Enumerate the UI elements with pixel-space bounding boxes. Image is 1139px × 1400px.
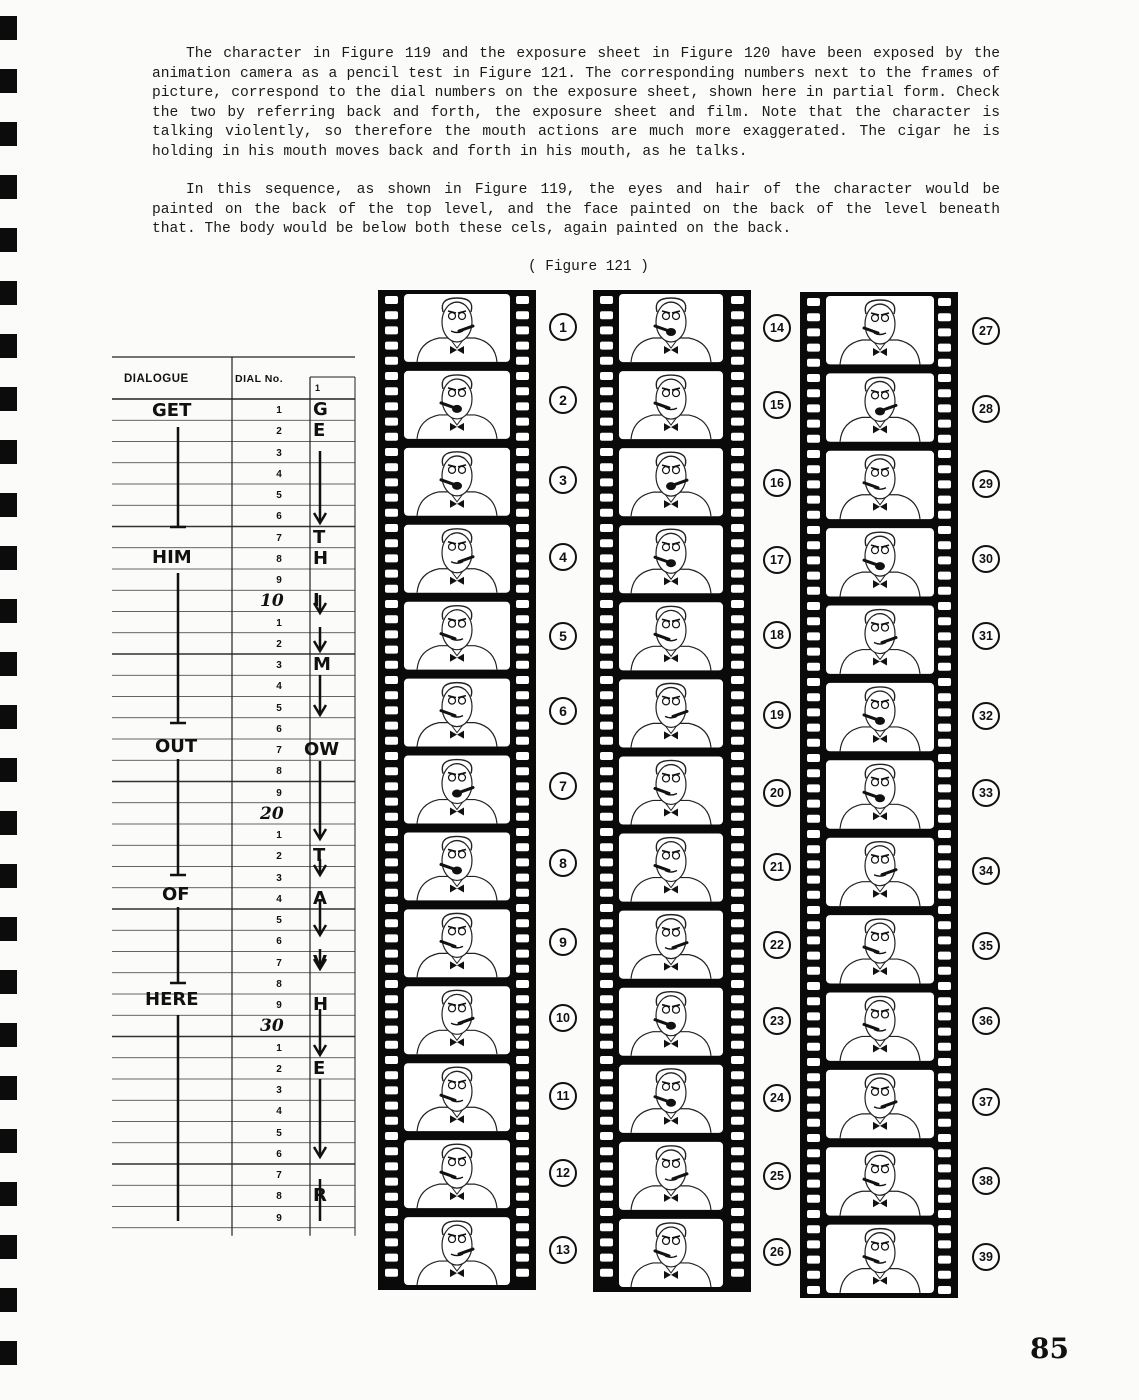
film-frame	[826, 838, 934, 906]
film-frame	[826, 760, 934, 828]
dial-number: 4	[276, 681, 282, 693]
film-frame	[404, 294, 510, 362]
dial-number: 3	[276, 1085, 282, 1096]
frame-number: 10	[549, 1004, 577, 1032]
page-number: 85	[1030, 1332, 1069, 1365]
level-column-header: 1	[315, 383, 321, 393]
film-frame	[826, 373, 934, 441]
dial-number: 5	[276, 915, 282, 926]
film-frame	[404, 756, 510, 824]
frame-number: 13	[549, 1236, 577, 1264]
dial-number: 7	[276, 957, 282, 969]
film-frame	[619, 1219, 723, 1287]
film-frame	[619, 1065, 723, 1133]
frame-number: 22	[763, 931, 791, 959]
film-frame	[619, 1142, 723, 1210]
phonetic-label: V	[313, 951, 327, 973]
film-frame	[826, 683, 934, 751]
dial-number: 9	[276, 1212, 282, 1224]
phonetic-label: A	[313, 887, 327, 909]
frame-number: 23	[763, 1007, 791, 1035]
film-frame	[826, 606, 934, 674]
film-strip	[800, 292, 958, 1298]
dial-number: 4	[276, 893, 282, 905]
dialogue-word-get: GET	[152, 400, 192, 421]
frame-number: 33	[972, 779, 1000, 807]
dial-number: 8	[276, 766, 282, 778]
frame-number: 7	[549, 772, 577, 800]
film-frame	[404, 679, 510, 747]
dial-number: 6	[276, 936, 282, 948]
frame-number: 27	[972, 317, 1000, 345]
dial-number: 8	[276, 1191, 282, 1203]
dial-column-header: DIAL No.	[235, 373, 284, 385]
film-frame	[619, 756, 723, 824]
phonetic-label: R	[313, 1185, 327, 1207]
phonetic-label: H	[313, 994, 329, 1015]
film-frame	[619, 448, 723, 516]
frame-number: 26	[763, 1238, 791, 1266]
film-frame	[404, 602, 510, 670]
phonetic-label: I	[313, 590, 320, 612]
dial-number: 9	[276, 787, 282, 799]
dial-number: 2	[276, 851, 282, 863]
film-frame	[404, 448, 510, 516]
frame-number: 5	[549, 622, 577, 650]
phonetic-label: H	[313, 547, 329, 569]
film-frame	[619, 294, 723, 362]
phonetic-label: T	[313, 526, 326, 548]
film-frame	[404, 986, 510, 1054]
dialogue-word-him: HIM	[152, 547, 192, 568]
dial-number: 6	[276, 723, 282, 735]
film-frame	[619, 525, 723, 593]
frame-number: 25	[763, 1162, 791, 1190]
dial-number: 30	[260, 1016, 284, 1037]
film-frame	[826, 992, 934, 1060]
frame-number: 19	[763, 701, 791, 729]
frame-number: 36	[972, 1007, 1000, 1035]
dial-number: 7	[276, 532, 282, 544]
dial-number: 5	[276, 702, 282, 714]
frame-number: 38	[972, 1167, 1000, 1195]
dial-number: 8	[276, 553, 282, 565]
film-frame	[404, 909, 510, 977]
frame-number: 1	[549, 313, 577, 341]
film-frame	[826, 1225, 934, 1293]
body-paragraph-2: In this sequence, as shown in Figure 119, the eyes and hair of the character would be painted on the back of the top level, and the face painted on the back of the level beneath that. The body would be below both these cels, again painted on the back.	[152, 182, 1000, 238]
dial-number: 4	[276, 1106, 282, 1118]
frame-number: 14	[763, 314, 791, 342]
frame-number: 2	[549, 386, 577, 414]
dial-number: 5	[276, 490, 282, 501]
dialogue-word-of: OF	[162, 884, 190, 905]
frame-number: 16	[763, 469, 791, 497]
dial-number: 7	[276, 745, 282, 756]
dial-number: 9	[276, 575, 282, 586]
body-paragraph-1: The character in Figure 119 and the exposure sheet in Figure 120 have been exposed by the animation camera as a pencil test in Figure 121. The corresponding numbers next to the frames of picture, correspond to the dial numbers on the exposure sheet, shown here in partial form. Check the two by referring back and forth, the exposure sheet and film. Note that the character is talking violently, so therefore the mouth actions are much more exaggerated. The cigar he is holding in his mouth moves back and forth in his mouth, as he talks.	[152, 46, 1000, 160]
frame-number: 18	[763, 621, 791, 649]
phonetic-label: M	[313, 654, 331, 675]
film-frame	[619, 834, 723, 902]
film-frame	[404, 371, 510, 439]
frame-number: 15	[763, 391, 791, 419]
film-frame	[404, 1140, 510, 1208]
film-frame	[826, 1147, 934, 1215]
dial-number: 7	[276, 1170, 282, 1181]
frame-number: 32	[972, 702, 1000, 730]
frame-number: 3	[549, 466, 577, 494]
film-frame	[404, 1063, 510, 1131]
film-frame	[826, 915, 934, 983]
dial-number: 5	[276, 1127, 282, 1139]
dial-number: 8	[276, 978, 282, 990]
phonetic-label: OW	[304, 739, 340, 760]
film-strip	[593, 290, 751, 1292]
film-frame	[826, 451, 934, 519]
frame-number: 39	[972, 1243, 1000, 1271]
dial-number: 2	[276, 638, 282, 650]
dial-number: 6	[276, 511, 282, 523]
dial-number: 10	[260, 591, 284, 612]
dial-number: 1	[276, 1042, 282, 1054]
film-frame	[826, 296, 934, 364]
dial-number: 20	[260, 803, 284, 824]
dial-number: 9	[276, 1000, 282, 1011]
frame-number: 34	[972, 857, 1000, 885]
dial-number: 2	[276, 1063, 282, 1075]
film-frame	[404, 1217, 510, 1285]
film-frame	[619, 602, 723, 670]
frame-number: 35	[972, 932, 1000, 960]
figure-caption: ( Figure 121 )	[528, 259, 649, 275]
dial-number: 6	[276, 1148, 282, 1160]
dial-number: 3	[276, 872, 282, 884]
phonetic-label: G	[313, 399, 328, 420]
film-frame	[619, 911, 723, 979]
dial-number: 2	[276, 426, 282, 438]
frame-number: 9	[549, 928, 577, 956]
film-frame	[619, 988, 723, 1056]
frame-number: 21	[763, 853, 791, 881]
film-frame	[826, 528, 934, 596]
frame-number: 6	[549, 697, 577, 725]
frame-number: 8	[549, 849, 577, 877]
dialogue-word-here: HERE	[145, 989, 199, 1010]
dial-number: 1	[276, 617, 282, 629]
dialogue-word-out: OUT	[155, 736, 198, 757]
frame-number: 31	[972, 622, 1000, 650]
dial-number: 1	[276, 830, 282, 841]
frame-number: 11	[549, 1082, 577, 1110]
frame-number: 4	[549, 543, 577, 571]
phonetic-label: E	[313, 420, 326, 442]
phonetic-label: E	[313, 1057, 326, 1079]
frame-number: 37	[972, 1088, 1000, 1116]
film-frame	[826, 1070, 934, 1138]
frame-number: 29	[972, 470, 1000, 498]
film-strip	[378, 290, 536, 1290]
frame-number: 17	[763, 546, 791, 574]
dial-number: 1	[276, 405, 282, 416]
film-frame	[404, 832, 510, 900]
frame-number: 24	[763, 1084, 791, 1112]
dial-number: 4	[276, 468, 282, 480]
dialogue-column-header: DIALOGUE	[124, 373, 189, 385]
film-frame	[619, 371, 723, 439]
film-frame	[404, 525, 510, 593]
dial-number: 3	[276, 660, 282, 671]
film-frame	[619, 679, 723, 747]
frame-number: 20	[763, 779, 791, 807]
frame-number: 12	[549, 1159, 577, 1187]
frame-number: 28	[972, 395, 1000, 423]
frame-number: 30	[972, 545, 1000, 573]
dial-number: 3	[276, 447, 282, 459]
phonetic-label: T	[313, 845, 326, 867]
